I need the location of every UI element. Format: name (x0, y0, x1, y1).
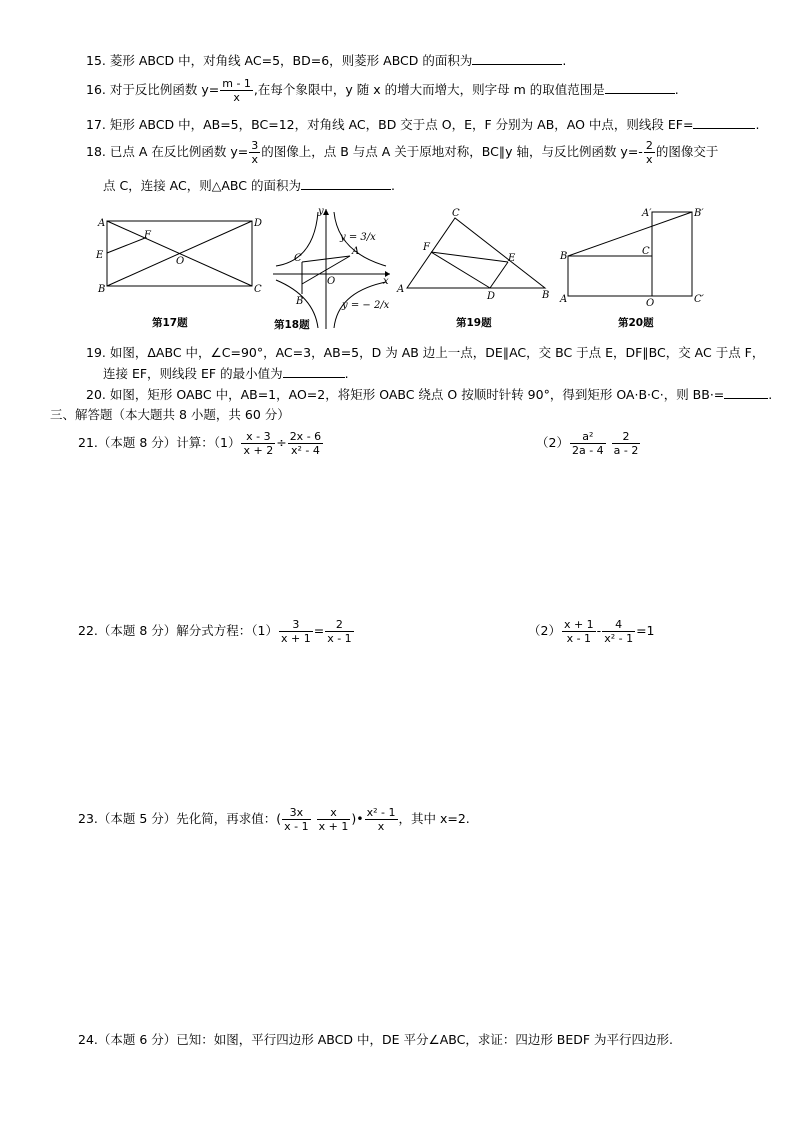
label-F: F (423, 242, 430, 253)
equation-2: y = − 2/x (342, 300, 390, 311)
fraction: $\frac{2x - 6}{\text{x² - 4}}$ (289, 430, 322, 457)
q18-text-post: 的图像交于 (655, 144, 719, 159)
label-F: F (144, 230, 151, 241)
figure-17 (92, 206, 267, 304)
fraction: $\frac{4}{\text{x² - 1}}$ (604, 618, 634, 645)
rectangle-diagram (92, 206, 267, 301)
label-A: A (560, 294, 568, 305)
fraction: $\frac{3}{x}$ (251, 139, 259, 166)
question-21-part2: （2） $\frac{\text{a²}}{2a - 4}$ $\frac{2}{a - 2}$ (536, 430, 639, 457)
q19-text: 如图，ΔABC 中，∠C=90°，AC=3，AB=5，D 为 AB 边上一点，DE∥AC，交 BC 于点 E，DF∥BC，交 AC 于点 F， (109, 345, 765, 360)
q19-number: 19. (86, 345, 106, 360)
q18-number: 18. (86, 144, 106, 159)
question-15: 15. 菱形 ABCD 中，对角线 AC=5，BD=6，则菱形 ABCD 的面积为 . (86, 53, 567, 68)
label-A: A (352, 246, 360, 257)
hyperbola-diagram (268, 204, 396, 332)
label-y: y (318, 206, 324, 217)
q16-text-pre: 对于反比例函数 y= (109, 82, 220, 97)
label-E: E (508, 253, 516, 264)
label-A: A (397, 284, 405, 295)
answer-blank (283, 365, 345, 378)
label-D: D (487, 291, 496, 302)
fraction: $\frac{3x}{x - 1}$ (284, 806, 309, 833)
question-22-part2: （2） $\frac{x + 1}{x - 1}$ - $\frac{4}{\text{x² - 1}}$ =1 (528, 618, 655, 645)
label-A-prime: A′ (642, 208, 652, 219)
label-O: O (327, 276, 336, 287)
figure-18 (268, 204, 396, 335)
question-23: 23.（本题 5 分）先化简，再求值：( $\frac{3x}{x - 1}$ $\frac{x}{x + 1}$ )• $\frac{\text{x² - 1}}{x}$ ，其中 x=2. (78, 806, 470, 833)
question-18 (86, 138, 718, 166)
q17-text: 矩形 ABCD 中，AB=5，BC=12，对角线 AC，BD 交于点 O，E，F 分别为 AB，AO 中点，则线段 EF= (109, 117, 694, 132)
label-B: B (560, 251, 568, 262)
label-B: B (542, 290, 550, 301)
label-C: C (294, 253, 302, 264)
label-C: C (642, 246, 650, 257)
question-24: 24.（本题 6 分）已知：如图，平行四边形 ABCD 中，DE 平分∠ABC，求证：四边形 BEDF 为平行四边形. (78, 1032, 674, 1047)
q17-number: 17. (86, 117, 106, 132)
fraction: $\frac{2}{x}$ (645, 139, 653, 166)
label-C: C (254, 284, 262, 295)
question-19 (86, 343, 764, 361)
question-22-part1: 22.（本题 8 分）解分式方程：（1） $\frac{3}{x + 1}$ = $\frac{2}{x - 1}$ (78, 618, 352, 645)
q18-text-mid: 的图像上，点 B 与点 A 关于原地对称，BC∥y 轴，与反比例函数 y=- (261, 144, 643, 159)
question-16: 16. 对于反比例函数 y= $\frac{m - 1}{x}$ ,在每个象限中，y 随 x 的增大而增大，则字母 m 的取值范围是 . (86, 77, 679, 104)
caption-20: 第20题 (618, 317, 654, 329)
fraction: $\frac{2}{x - 1}$ (327, 618, 352, 645)
question-20: 20. 如图，矩形 OABC 中，AB=1，AO=2，将矩形 OABC 绕点 O 按顺时针转 90°，得到矩形 OA·B·C·，则 BB·= . (86, 387, 773, 402)
label-B-prime: B′ (694, 208, 704, 219)
q16-number: 16. (86, 82, 106, 97)
label-C: C (452, 208, 460, 219)
question-21-part1: 21.（本题 8 分）计算：（1） $\frac{x - 3}{x + 2}$ ÷ $\frac{2x - 6}{\text{x² - 4}}$ (78, 430, 322, 457)
q20-number: 20. (86, 387, 106, 402)
q20-text: 如图，矩形 OABC 中，AB=1，AO=2，将矩形 OABC 绕点 O 按顺时针转 90°，得到矩形 OA·B·C·，则 BB·= (109, 387, 725, 402)
q15-number: 15. (86, 53, 106, 68)
answer-blank (693, 116, 755, 129)
question-18-line2: 点 C，连接 AC，则△ABC 的面积为 . (103, 178, 395, 193)
caption-19: 第19题 (456, 317, 492, 329)
fraction: $\frac{\text{a²}}{2a - 4}$ (571, 430, 604, 457)
section-heading: 三、解答题（本大题共 8 小题，共 60 分） (50, 407, 290, 422)
answer-blank (724, 386, 768, 399)
fraction: $\frac{x + 1}{x - 1}$ (563, 618, 594, 645)
fraction: $\frac{\text{x² - 1}}{x}$ (366, 806, 396, 833)
fraction: $\frac{x}{x + 1}$ (318, 806, 349, 833)
label-x: x (383, 276, 389, 287)
answer-blank (605, 81, 675, 94)
equation-1: y = 3/x (340, 232, 376, 243)
label-B: B (296, 296, 304, 307)
fraction: $\frac{2}{a - 2}$ (613, 430, 639, 457)
answer-blank (301, 177, 391, 190)
fraction: $\frac{x - 3}{x + 2}$ (243, 430, 274, 457)
answer-blank (472, 52, 562, 65)
q16-text-post: ,在每个象限中，y 随 x 的增大而增大，则字母 m 的取值范围是 (253, 82, 605, 97)
label-B: B (98, 284, 106, 295)
caption-18: 第18题 (274, 319, 310, 331)
caption-17: 第17题 (152, 317, 188, 329)
triangle-diagram (395, 206, 555, 304)
label-O: O (176, 256, 185, 267)
fraction: $\frac{m - 1}{x}$ (222, 77, 251, 104)
label-E: E (96, 250, 104, 261)
q15-text: 菱形 ABCD 中，对角线 AC=5，BD=6，则菱形 ABCD 的面积为 (109, 53, 473, 68)
label-C-prime: C′ (694, 294, 704, 305)
label-O: O (646, 298, 655, 308)
fraction: $\frac{3}{x + 1}$ (280, 618, 311, 645)
rotated-rectangle-diagram (556, 204, 716, 308)
q18-text-pre: 已点 A 在反比例函数 y= (109, 144, 249, 159)
label-A: A (98, 218, 106, 229)
label-D: D (254, 218, 263, 229)
question-17: 17. 矩形 ABCD 中，AB=5，BC=12，对角线 AC，BD 交于点 O，E，F 分别为 AB，AO 中点，则线段 EF= . (86, 117, 760, 132)
figure-20 (556, 204, 716, 311)
figure-19 (395, 206, 555, 307)
question-19-line2: 连接 EF，则线段 EF 的最小值为 . (103, 366, 349, 381)
